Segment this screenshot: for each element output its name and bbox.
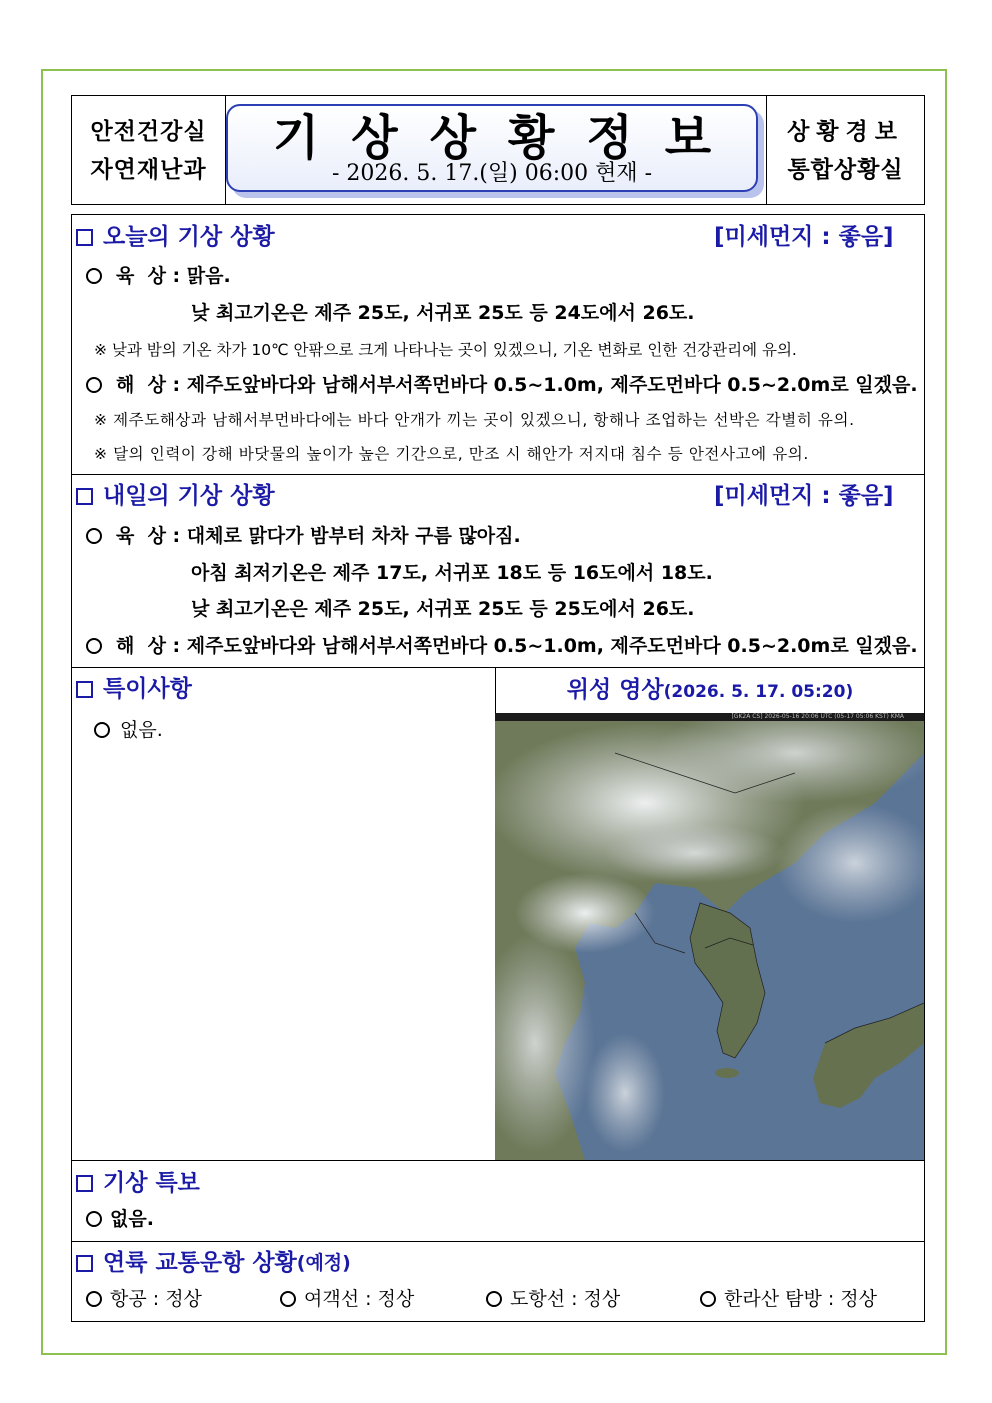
- today-note-1: ※ 낮과 밤의 기온 차가 10℃ 안팎으로 크게 나타나는 곳이 있겠으니, 기온 변화로 인한 건강관리에 유의.: [94, 341, 797, 359]
- tomorrow-sea-value: 제주도앞바다와 남해서부서쪽먼바다 0.5~1.0m, 제주도먼바다 0.5~2.0m로 일겠음.: [186, 635, 918, 657]
- transport-item-islandferry: [486, 1286, 620, 1312]
- circle-bullet-icon: [86, 528, 102, 544]
- today-land: [86, 263, 231, 289]
- transport-hallasan-text: 한라산 탐방 : 정상: [724, 1288, 877, 1310]
- tomorrow-heading: [76, 481, 275, 511]
- satellite-image: [495, 713, 924, 1160]
- satellite-heading-text: 위성 영상: [566, 677, 664, 703]
- today-note-3: ※ 달의 인력이 강해 바닷물의 높이가 높은 기간으로, 만조 시 해안가 저지대 침수 등 안전사고에 유의.: [94, 445, 809, 463]
- office-name: [766, 116, 925, 186]
- today-land-label: 육 상 :: [116, 265, 181, 287]
- circle-bullet-icon: [86, 377, 102, 393]
- transport-heading-text: 연륙 교통운항 상황: [103, 1250, 297, 1276]
- transport-ferry-text: 여객선 : 정상: [304, 1288, 415, 1310]
- transport-item-air: [86, 1286, 202, 1312]
- row-divider-3: [71, 1160, 925, 1161]
- transport-islandferry-text: 도항선 : 정상: [510, 1288, 621, 1310]
- tomorrow-heading-text: 내일의 기상 상황: [103, 483, 275, 509]
- warning-heading-text: 기상 특보: [103, 1170, 200, 1196]
- tomorrow-land-max: 낮 최고기온은 제주 25도, 서귀포 25도 등 25도에서 26도.: [191, 598, 695, 620]
- office-line2: 통합상황실: [787, 157, 904, 183]
- transport-air-text: 항공 : 정상: [110, 1288, 202, 1310]
- warning-item-text: 없음.: [110, 1208, 154, 1230]
- today-heading-text: 오늘의 기상 상황: [103, 224, 275, 250]
- circle-bullet-icon: [86, 1211, 102, 1227]
- circle-bullet-icon: [86, 1291, 102, 1307]
- transport-item-ferry: [280, 1286, 414, 1312]
- page-subtitle: - 2026. 5. 17.(일) 06:00 현재 -: [331, 161, 653, 186]
- checkbox-icon: [76, 229, 93, 246]
- circle-bullet-icon: [94, 722, 110, 738]
- tomorrow-sea: [86, 633, 918, 659]
- transport-item-hallasan: [700, 1286, 877, 1312]
- circle-bullet-icon: [700, 1291, 716, 1307]
- page-title: 기상상황정보: [272, 110, 744, 166]
- tomorrow-land-label: 육 상 :: [116, 525, 181, 547]
- transport-heading: [76, 1248, 351, 1278]
- tomorrow-land: [86, 523, 521, 549]
- special-item-text: 없음.: [120, 719, 163, 741]
- dept-line1: 안전건강실: [90, 119, 207, 145]
- satellite-stamp: [GK2A CS] 2026-05-16 20:06 UTC (05-17 05:06 KST) KMA: [495, 713, 924, 721]
- tomorrow-sea-label: 해 상 :: [116, 635, 181, 657]
- row-divider-1: [71, 474, 925, 475]
- special-heading: [76, 674, 192, 704]
- today-sea-value: 제주도앞바다와 남해서부서쪽먼바다 0.5~1.0m, 제주도먼바다 0.5~2.0m로 일겠음.: [186, 374, 918, 396]
- special-heading-text: 특이사항: [103, 676, 192, 702]
- dept-line2: 자연재난과: [90, 157, 207, 183]
- circle-bullet-icon: [486, 1291, 502, 1307]
- today-heading: [76, 222, 275, 252]
- circle-bullet-icon: [86, 268, 102, 284]
- checkbox-icon: [76, 488, 93, 505]
- today-land-temp: 낮 최고기온은 제주 25도, 서귀포 25도 등 24도에서 26도.: [191, 302, 695, 324]
- satellite-time: (2026. 5. 17. 05:20): [663, 682, 854, 702]
- jeju-island: [715, 1068, 739, 1078]
- special-item: [94, 717, 163, 743]
- checkbox-icon: [76, 1175, 93, 1192]
- warning-item: [86, 1206, 154, 1232]
- satellite-map: [495, 713, 924, 1160]
- dept-name: [71, 116, 226, 186]
- row-divider-2: [71, 667, 925, 668]
- today-sea-label: 해 상 :: [116, 374, 181, 396]
- circle-bullet-icon: [86, 638, 102, 654]
- warning-heading: [76, 1168, 200, 1198]
- transport-heading-suffix: (예정): [296, 1252, 351, 1274]
- row-divider-4: [71, 1241, 925, 1242]
- today-sea: [86, 372, 918, 398]
- office-line1: 상황경보: [787, 119, 904, 145]
- today-note-2: ※ 제주도해상과 남해서부먼바다에는 바다 안개가 끼는 곳이 있겠으니, 항해나 조업하는 선박은 각별히 유의.: [94, 411, 855, 429]
- checkbox-icon: [76, 1255, 93, 1272]
- satellite-heading: [495, 675, 925, 707]
- circle-bullet-icon: [280, 1291, 296, 1307]
- tomorrow-land-value: 대체로 맑다가 밤부터 차차 구름 많아짐.: [186, 525, 521, 547]
- today-land-value: 맑음.: [186, 265, 231, 287]
- title-box: [226, 104, 758, 192]
- today-dust: [미세먼지 : 좋음]: [714, 224, 894, 250]
- checkbox-icon: [76, 681, 93, 698]
- tomorrow-land-min: 아침 최저기온은 제주 17도, 서귀포 18도 등 16도에서 18도.: [191, 562, 713, 584]
- tomorrow-dust: [미세먼지 : 좋음]: [714, 483, 894, 509]
